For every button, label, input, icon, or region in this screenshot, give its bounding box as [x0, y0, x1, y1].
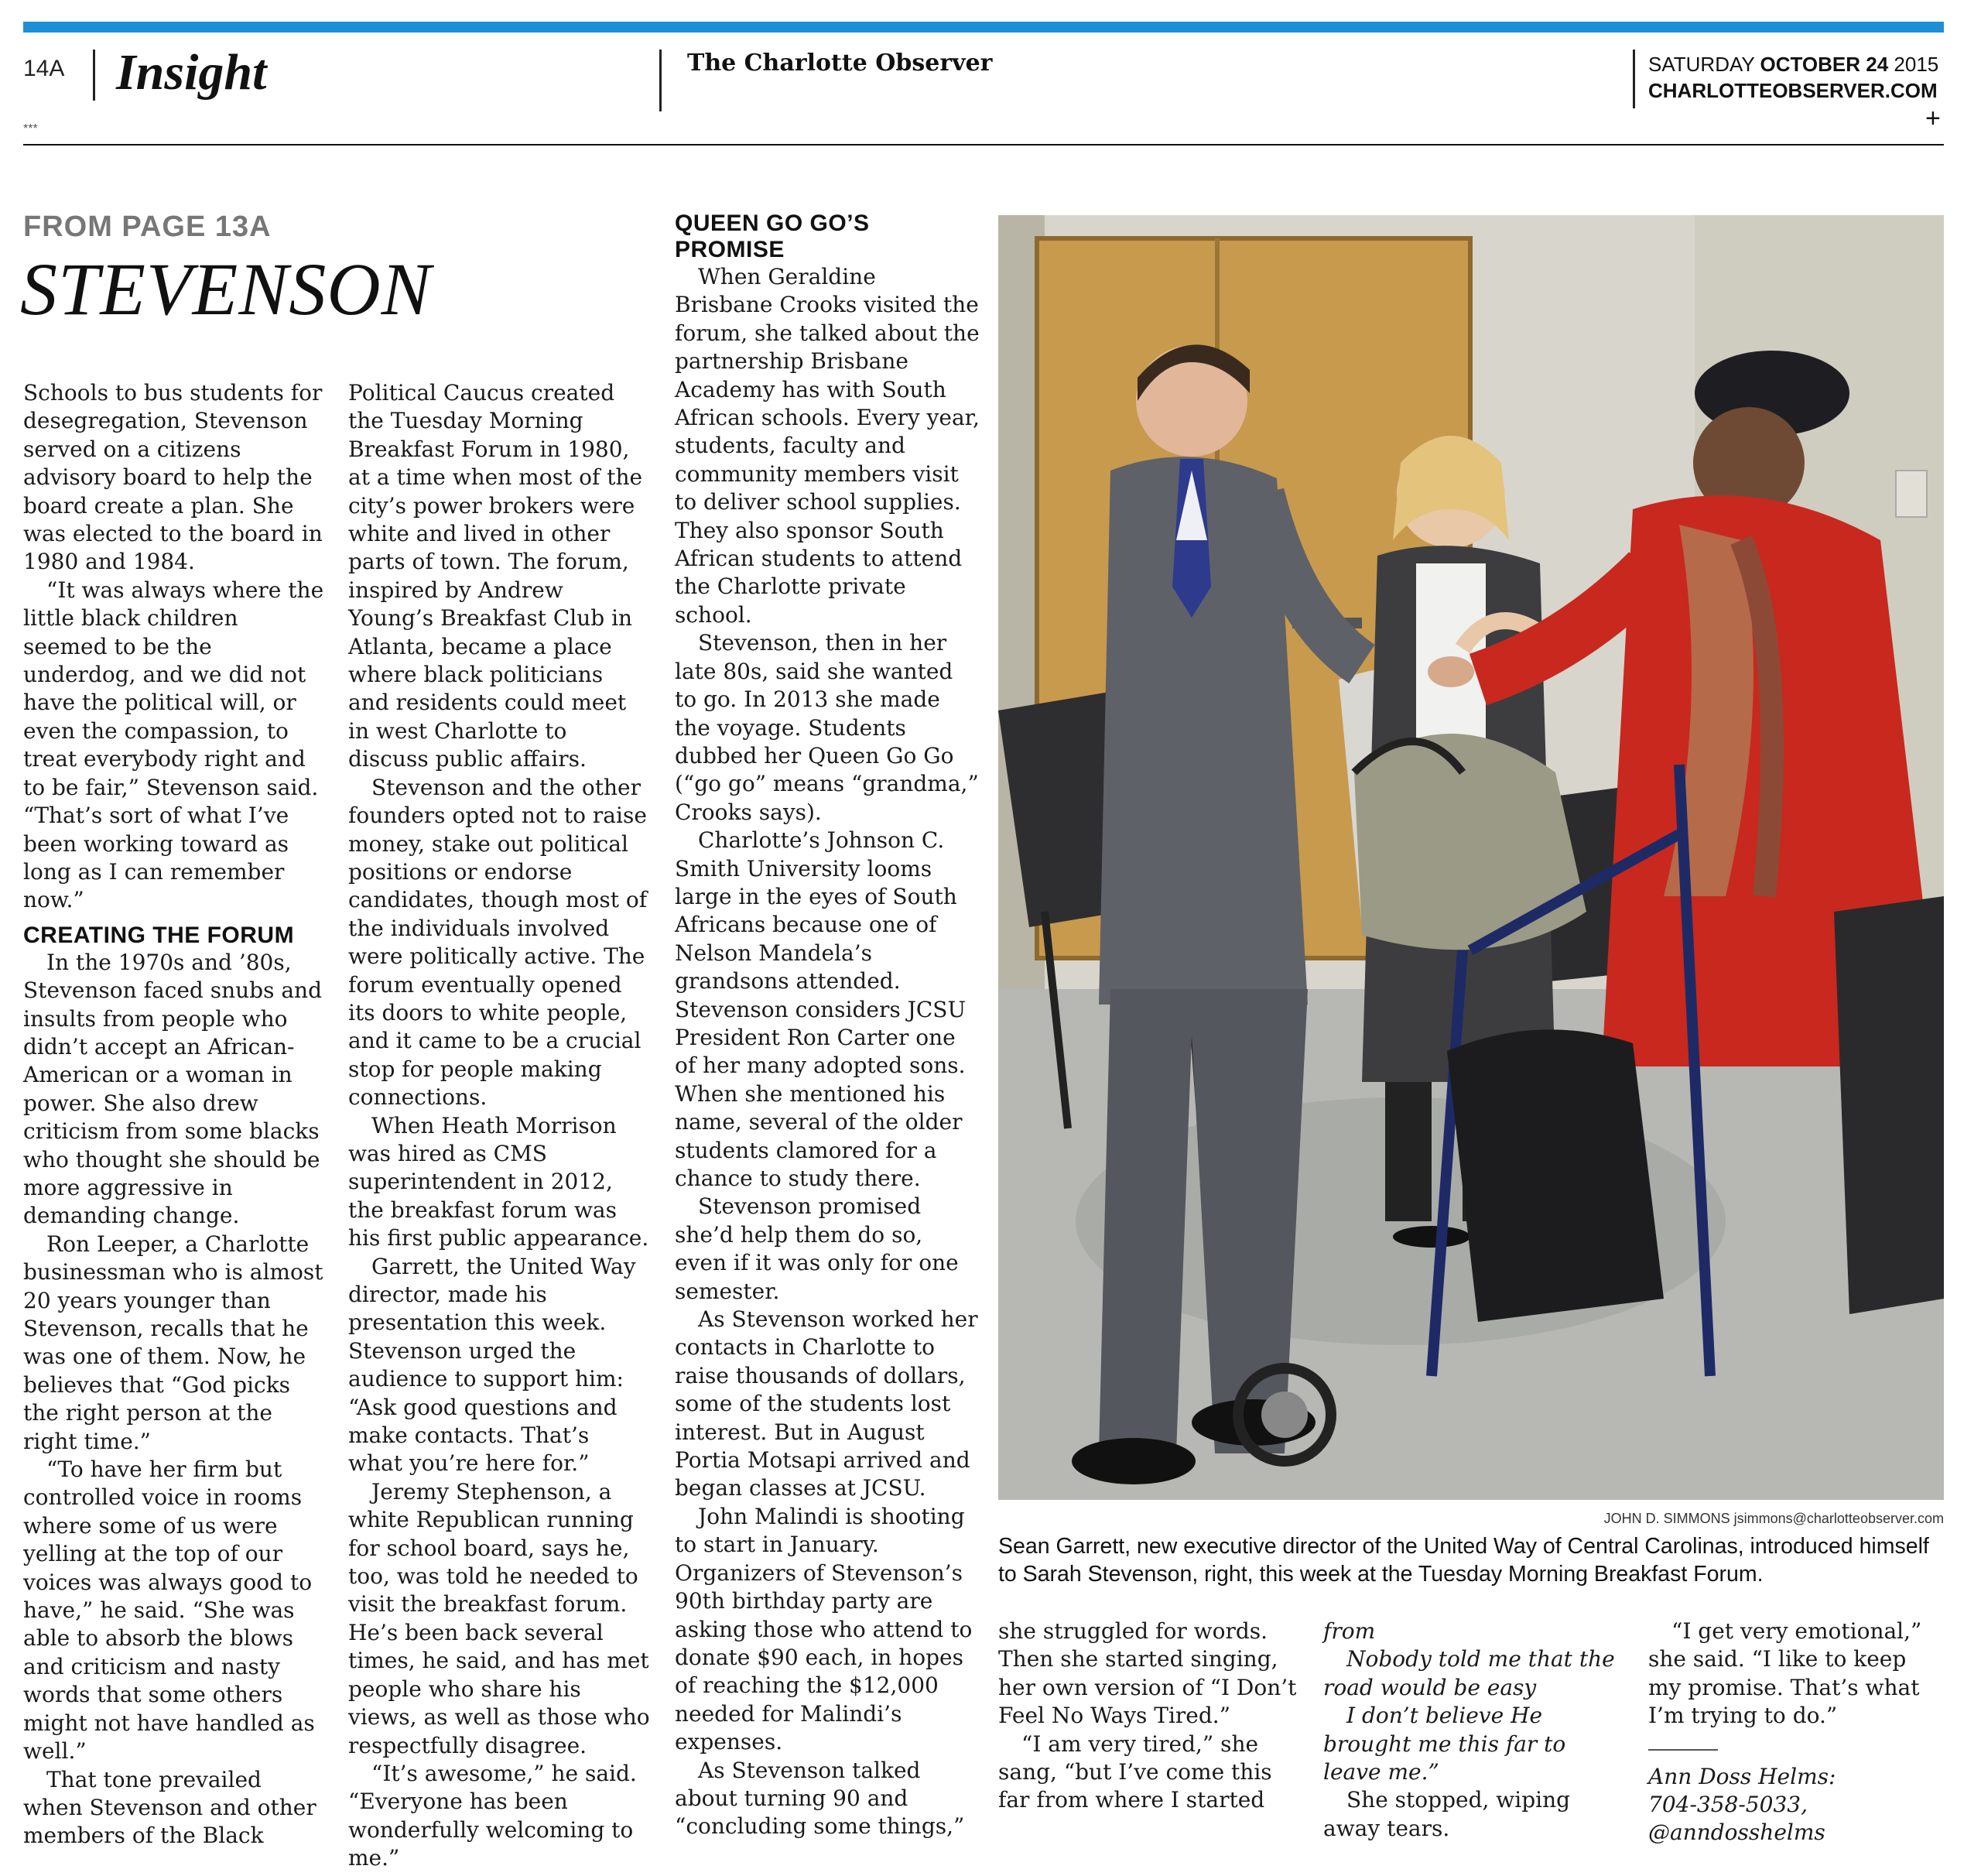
newspaper-name: The Charlotte Observer [687, 50, 993, 77]
header-divider [659, 50, 662, 111]
paragraph: Stevenson, then in her late 80s, said she wanted to go. In 2013 she made the voyage. Students dubbed her Queen Go Go (“go go” means “grandma,” Crooks says). [675, 630, 979, 825]
section-title: Insight [116, 44, 267, 101]
photo-credit [998, 1511, 1944, 1527]
article-photo [998, 215, 1944, 1500]
paragraph: As Stevenson worked her contacts in Charlotte to raise thousands of dollars, some of the students lost interest. But in August Portia Motsapi arrived and began classes at JCSU. [675, 1306, 978, 1501]
paragraph: Stevenson and the other founders opted not to raise money, stake out political positions or endorse candidates, though most of the individuals involved were politically active. The forum eventually opened its doors to white people, and it came to be a crucial stop for people making connections. [348, 774, 648, 1111]
paragraph: “It was always where the little black children seemed to be the underdog, and we did not have the political will, or even the compassion, to treat everybody right and to be fair,” Stevenson said. “That’s sort of what I’ve been working toward as long as I can remember now.” [23, 577, 324, 913]
byline-handle: @anndosshelms [1648, 1820, 1825, 1846]
paragraph: Charlotte’s Johnson C. Smith University looms large in the eyes of South Africans because one of Nelson Mandela’s grandsons attended. Stevenson considers JCSU President Ron Carter one of her many adopted sons. When she mentioned his name, several of the older students clamored for a chance to study there. [675, 827, 967, 1191]
header-divider [93, 50, 95, 101]
photo-credit-name: JOHN D. SIMMONS [1603, 1511, 1730, 1526]
lyric-line: I don’t believe He brought me this far to leave me.” [1323, 1703, 1566, 1785]
paragraph: Political Caucus created the Tuesday Morning Breakfast Forum in 1980, at a time when most of the city’s power brokers were white and lived in other parts of town. The forum, inspired by Andrew Young’s Breakfast Club in Atlanta, became a place where black politicians and residents could meet in west Charlotte to discuss public affairs. [348, 380, 643, 772]
website-url: CHARLOTTEOBSERVER.COM [1648, 79, 1938, 102]
lyric-line: Nobody told me that the road would be easy [1323, 1646, 1615, 1700]
paragraph: When Geraldine Brisbane Crooks visited the forum, she talked about the partnership Brisbane Academy has with South African schools. Every year, students, faculty and community members visit to deliver school supplies. They also sponsor South African students to attend the Charlotte private school. [675, 264, 980, 628]
header-divider [1633, 50, 1635, 108]
paragraph: Jeremy Stephenson, a white Republican running for school board, says he, too, was told he needed to visit the breakfast forum. He’s been back several times, he said, and has met people who share his views, as well as those who respectfully disagree. [348, 1478, 650, 1758]
photo-caption: Sean Garrett, new executive director of the United Way of Central Carolinas, introduced himself to Sarah Stevenson, right, this week at the Tuesday Morning Breakfast Forum. [998, 1534, 1929, 1587]
paragraph: “I get very emotional,” she said. “I like to keep my promise. That’s what I’m trying to do.” [1648, 1618, 1922, 1729]
article-column-3 [675, 211, 980, 1841]
article-column-2 [348, 379, 650, 1873]
paragraph: She stopped, wiping away tears. [1323, 1787, 1571, 1841]
paragraph: she struggled for words. Then she started singing, her own version of “I Don’t Feel No Ways Tired.” [998, 1618, 1297, 1729]
plus-mark: + [1925, 104, 1941, 133]
subhead: QUEEN GO GO’S PROMISE [675, 211, 870, 262]
article-column-1 [23, 379, 325, 1850]
header-rule [23, 144, 1944, 145]
paragraph: Ron Leeper, a Charlotte businessman who is almost 20 years younger than Stevenson, recalls that he was one of them. Now, he believes that “God picks the right person at the right time.” [23, 1231, 323, 1454]
issue-date [1648, 51, 1938, 77]
subhead: CREATING THE FORUM [23, 922, 295, 948]
lyric-line: from [1323, 1618, 1376, 1644]
photo-illustration [998, 215, 1944, 1500]
jump-kicker: FROM PAGE 13A [23, 211, 272, 243]
article-column-6 [1648, 1618, 1944, 1847]
photo-credit-email: jsimmons@charlotteobserver.com [1733, 1511, 1944, 1526]
paragraph: John Malindi is shooting to start in January. Organizers of Stevenson’s 90th birthday party are asking those who attend to donate $90 each, in hopes of reaching the $12,000 needed for Malindi’s expenses. [675, 1503, 973, 1755]
top-accent-bar [23, 22, 1944, 33]
byline-phone: 704-358-5033, [1648, 1792, 1808, 1818]
article-column-4 [998, 1618, 1300, 1815]
article-column-5 [1323, 1618, 1625, 1843]
paragraph: In the 1970s and ’80s, Stevenson faced snubs and insults from people who didn’t accept an African-American or a woman in power. She also drew criticism from some blacks who thought she should be more aggressive in demanding change. [23, 949, 322, 1229]
byline-name: Ann Doss Helms: [1648, 1763, 1836, 1789]
paragraph: “To have her firm but controlled voice in rooms where some of us were yelling at the top of our voices was always good to have,” he said. “She was able to absorb the blows and criticism and nasty words that some others might not have handled as well.” [23, 1457, 315, 1765]
paragraph: Schools to bus students for desegregation, Stevenson served on a citizens advisory board to help the board create a plan. She was elected to the board in 1980 and 1984. [23, 380, 323, 575]
paragraph: “I am very tired,” she sang, “but I’ve come this far from where I started [998, 1731, 1272, 1813]
issue-day: SATURDAY [1648, 53, 1755, 76]
paragraph: That tone prevailed when Stevenson and other members of the Black [23, 1766, 316, 1849]
paragraph: Stevenson promised she’d help them do so, even if it was only for one semester. [675, 1193, 959, 1304]
issue-date-bold: OCTOBER 24 [1760, 53, 1889, 76]
headline: STEVENSON [20, 248, 432, 330]
issue-year: 2015 [1894, 53, 1939, 76]
edition-stars: *** [23, 122, 38, 135]
page-number: 14A [23, 56, 65, 81]
paragraph: “It’s awesome,” he said. “Everyone has been wonderfully welcoming to me.” [348, 1760, 637, 1871]
paragraph: When Heath Morrison was hired as CMS superintendent in 2012, the breakfast forum was his first public appearance. [348, 1112, 649, 1251]
paragraph: Garrett, the United Way director, made his presentation this week. Stevenson urged the audience to support him: “Ask good questions and make contacts. That’s what you’re here for.” [348, 1253, 636, 1477]
paragraph: As Stevenson talked about turning 90 and “concluding some things,” [675, 1757, 965, 1840]
byline-rule [1648, 1749, 1718, 1751]
